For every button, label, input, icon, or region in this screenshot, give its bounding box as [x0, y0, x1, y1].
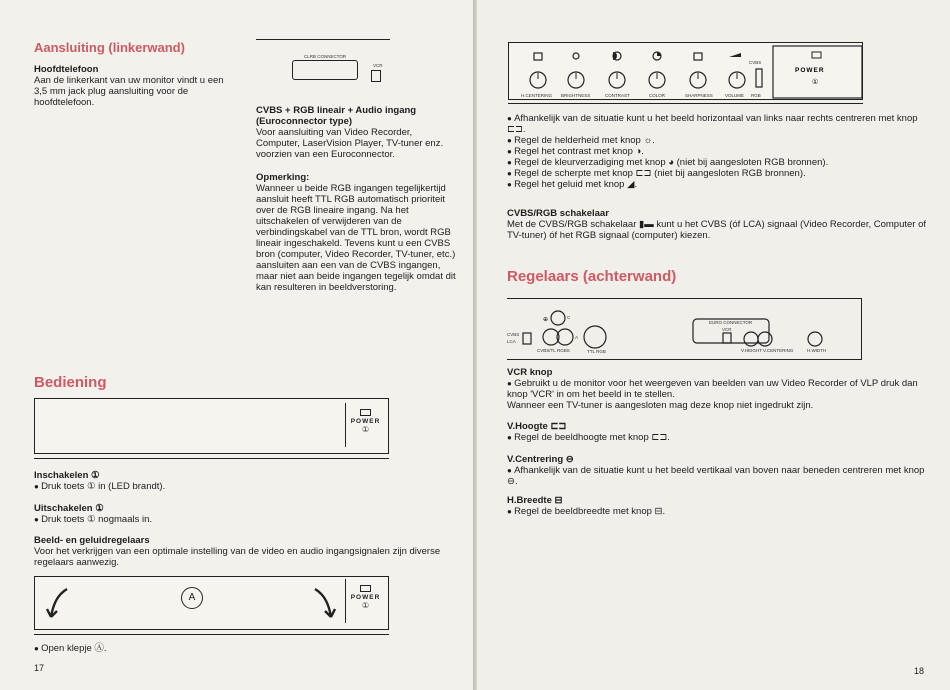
schakelaar-text: Met de CVBS/RGB schakelaar ▮▬ kunt u het CVBS (óf LCA) signaal (Video Recorder, Computer of TV-tuner) óf het RGB signaal (computer) kiezen. — [507, 219, 927, 241]
vcentrering-section — [507, 454, 927, 487]
cvbs-title: CVBS + RGB lineair + Audio ingang (Euroconnector type) — [256, 105, 417, 127]
label-sharpness: SHARPNESS — [685, 93, 713, 98]
label-hcentering: H.CENTERING — [521, 93, 553, 98]
bullet-contrast: ● Regel het contrast met knop ◑. — [507, 146, 922, 157]
power-label: POWER — [350, 418, 381, 425]
rear-label-a: A — [575, 335, 579, 340]
vhoogte-section — [507, 421, 927, 443]
vcr-section — [507, 367, 927, 411]
bullet-brightness: ● Regel de helderheid met knop ☼. — [507, 135, 922, 146]
vhoogte-text: ● Regel de beeldhoogte met knop ⊏⊐. — [507, 432, 927, 443]
inschakelen-section — [34, 470, 434, 492]
hwidth-knob — [808, 332, 822, 346]
flap-marker[interactable]: A — [181, 587, 203, 609]
vcr-button — [371, 70, 381, 82]
hoofdtelefoon-text: Aan de linkerkant van uw monitor vindt u een 3,5 mm jack plug aansluiting voor de hoofdtelefoon. — [34, 75, 224, 108]
rear-label-hwidth: H.WIDTH — [807, 348, 827, 353]
svg-text:⊕: ⊕ — [543, 316, 549, 323]
svg-text:POWER: POWER — [795, 67, 825, 74]
rear-panel — [507, 298, 862, 360]
inschakelen-text: ● Druk toets ① in (LED brandt). — [34, 481, 434, 492]
uitschakelen-section — [34, 503, 434, 525]
base-line — [34, 458, 389, 459]
vcr-text-2: Wanneer een TV-tuner is aangesloten mag deze knop niet ingedrukt zijn. — [507, 400, 814, 411]
arrow-right-icon — [311, 583, 341, 623]
panel-edge — [256, 39, 390, 40]
base-line-2 — [34, 634, 389, 635]
vcr-label: VCR — [373, 63, 383, 68]
power-panel — [345, 403, 385, 447]
opmerking-title: Opmerking: — [256, 172, 310, 183]
led-indicator — [360, 409, 371, 416]
page-number-right: 18 — [914, 666, 925, 676]
label-rgb: RGB — [751, 93, 761, 98]
label-volume: VOLUME — [725, 93, 745, 98]
power-icon-2[interactable]: ① — [361, 601, 370, 610]
bullet-hcentering: ● Afhankelijk van de situatie kunt u het beeld horizontaal van links naar rechts centreren met knop ⊏⊐. — [507, 113, 922, 135]
rear-label-rgbs: RGBS — [557, 348, 570, 353]
heading-regelaars: Regelaars (achterwand) — [507, 268, 677, 285]
hbreedte-section — [507, 495, 927, 517]
euroconnector-illustration — [256, 38, 390, 100]
opmerking-text: Wanneer u beide RGB ingangen tegelijkertijd aansluit heeft TTL RGB automatisch prioriteit over de RGB lineaire ingang. Na het uitschakelen of verwijderen van de verbindingskabel van de TTL bron, wordt RGB lineair ingeschakeld. Tevens kunt u een CVBS bron (computer, Video Recorder, TV-tuner, etc.) aansluiten aan een van de CVBS ingangen, maar niet aan beide ingangen tegelijk omdat dit kan resulteren in beeldverstoring. — [256, 183, 456, 293]
vcr-title: VCR knop — [507, 367, 553, 378]
hcentering-symbol — [534, 53, 542, 60]
cvbs-lca-switch — [523, 333, 531, 344]
cvbs-rgb-switch — [756, 69, 762, 87]
rear-label-lca: LCA — [507, 339, 516, 344]
inschakelen-title: Inschakelen ① — [34, 470, 100, 481]
schakelaar-title: CVBS/RGB schakelaar — [507, 208, 609, 219]
cvbs-section — [256, 105, 456, 160]
led-indicator-2 — [360, 585, 371, 592]
power-icon[interactable]: ① — [361, 425, 370, 434]
label-contrast: CONTRAST — [605, 93, 630, 98]
open-text: ● Open klepje Ⓐ. — [34, 643, 107, 654]
left-page — [0, 0, 473, 690]
page-number-left: 17 — [34, 663, 45, 673]
uitschakelen-title: Uitschakelen ① — [34, 503, 104, 514]
vhoogte-title: V.Hoogte ⊏⊐ — [507, 421, 567, 432]
right-page — [477, 0, 950, 690]
rear-label-vcentering: V.CENTERING — [763, 348, 794, 353]
hoofdtelefoon-title: Hoofdtelefoon — [34, 64, 99, 75]
hoofdtelefoon-section — [34, 64, 239, 108]
vheight-knob — [744, 332, 758, 346]
label-cvbs: CVBS — [749, 60, 762, 65]
beeld-text: Voor het verkrijgen van een optimale instelling van de video en audio ingangsignalen zijn diverse regelaars aanwezig. — [34, 546, 441, 568]
knob-c — [551, 311, 565, 325]
beeld-section — [34, 535, 444, 568]
hbreedte-title: H.Breedte ⊟ — [507, 495, 563, 506]
bullet-color: ● Regel de kleurverzadiging met knop ◕ (niet bij aangesloten RGB bronnen). — [507, 157, 922, 168]
label-brightness: BRIGHTNESS — [561, 93, 591, 98]
vcentrering-text: ● Afhankelijk van de situatie kunt u het beeld vertikaal van boven naar beneden centreren met knop ⊖. — [507, 465, 927, 487]
rear-label-c: C — [567, 315, 571, 320]
bullet-volume: ● Regel het geluid met knop ◢. — [507, 179, 922, 190]
vcentrering-title: V.Centrering ⊖ — [507, 454, 574, 465]
front-base-line — [508, 103, 863, 104]
brightness-symbol — [573, 53, 579, 59]
front-control-panel — [508, 42, 863, 100]
euro-socket — [292, 60, 358, 80]
rear-label-ttl: TTL RGB — [587, 349, 606, 354]
heading-aansluiting: Aansluiting (linkerwand) — [34, 40, 185, 55]
label-color: COLOR — [649, 93, 666, 98]
monitor-front-closed — [34, 398, 389, 454]
bullet-sharpness: ● Regel de scherpte met knop ⊏⊐ (niet bij aangesloten RGB bronnen). — [507, 168, 922, 179]
rear-label-vheight: V.HEIGHT — [741, 348, 762, 353]
beeld-title: Beeld- en geluidregelaars — [34, 535, 150, 546]
front-bullets — [507, 113, 922, 190]
schakelaar-section — [507, 208, 927, 241]
hbreedte-text: ● Regel de beeldbreedte met knop ⊟. — [507, 506, 927, 517]
vcr-text-1: ● Gebruikt u de monitor voor het weergeven van beelden van uw Video Recorder of VLP druk dan knop 'VCR' in om het beeld in te stellen. — [507, 378, 927, 400]
rear-label-euro: EURO CONNECTOR — [709, 320, 753, 325]
euro-label: CLRB CONNECTOR — [304, 54, 347, 59]
vcentering-knob — [758, 332, 772, 346]
cvbs-text: Voor aansluiting van Video Recorder, Computer, LaserVision Player, TV-tuner enz. voorzien van een Euroconnector. — [256, 127, 444, 160]
rear-label-cvbs-tl: CVBS/TL — [537, 348, 556, 353]
sharpness-symbol — [694, 53, 702, 60]
power-panel-2 — [345, 579, 385, 623]
ttl-rgb-knob — [584, 326, 606, 348]
rear-label-cvbs: CVBS — [507, 332, 520, 337]
vcr-rear-button — [723, 333, 731, 343]
rear-label-vcr: VCR — [722, 327, 732, 332]
heading-bediening: Bediening — [34, 374, 107, 391]
power-label-2: POWER — [350, 594, 381, 601]
monitor-front-flap — [34, 576, 389, 630]
opmerking-section — [256, 172, 456, 293]
arrow-left-icon — [43, 583, 73, 623]
uitschakelen-text: ● Druk toets ① nogmaals in. — [34, 514, 434, 525]
svg-text:①: ① — [812, 78, 819, 86]
